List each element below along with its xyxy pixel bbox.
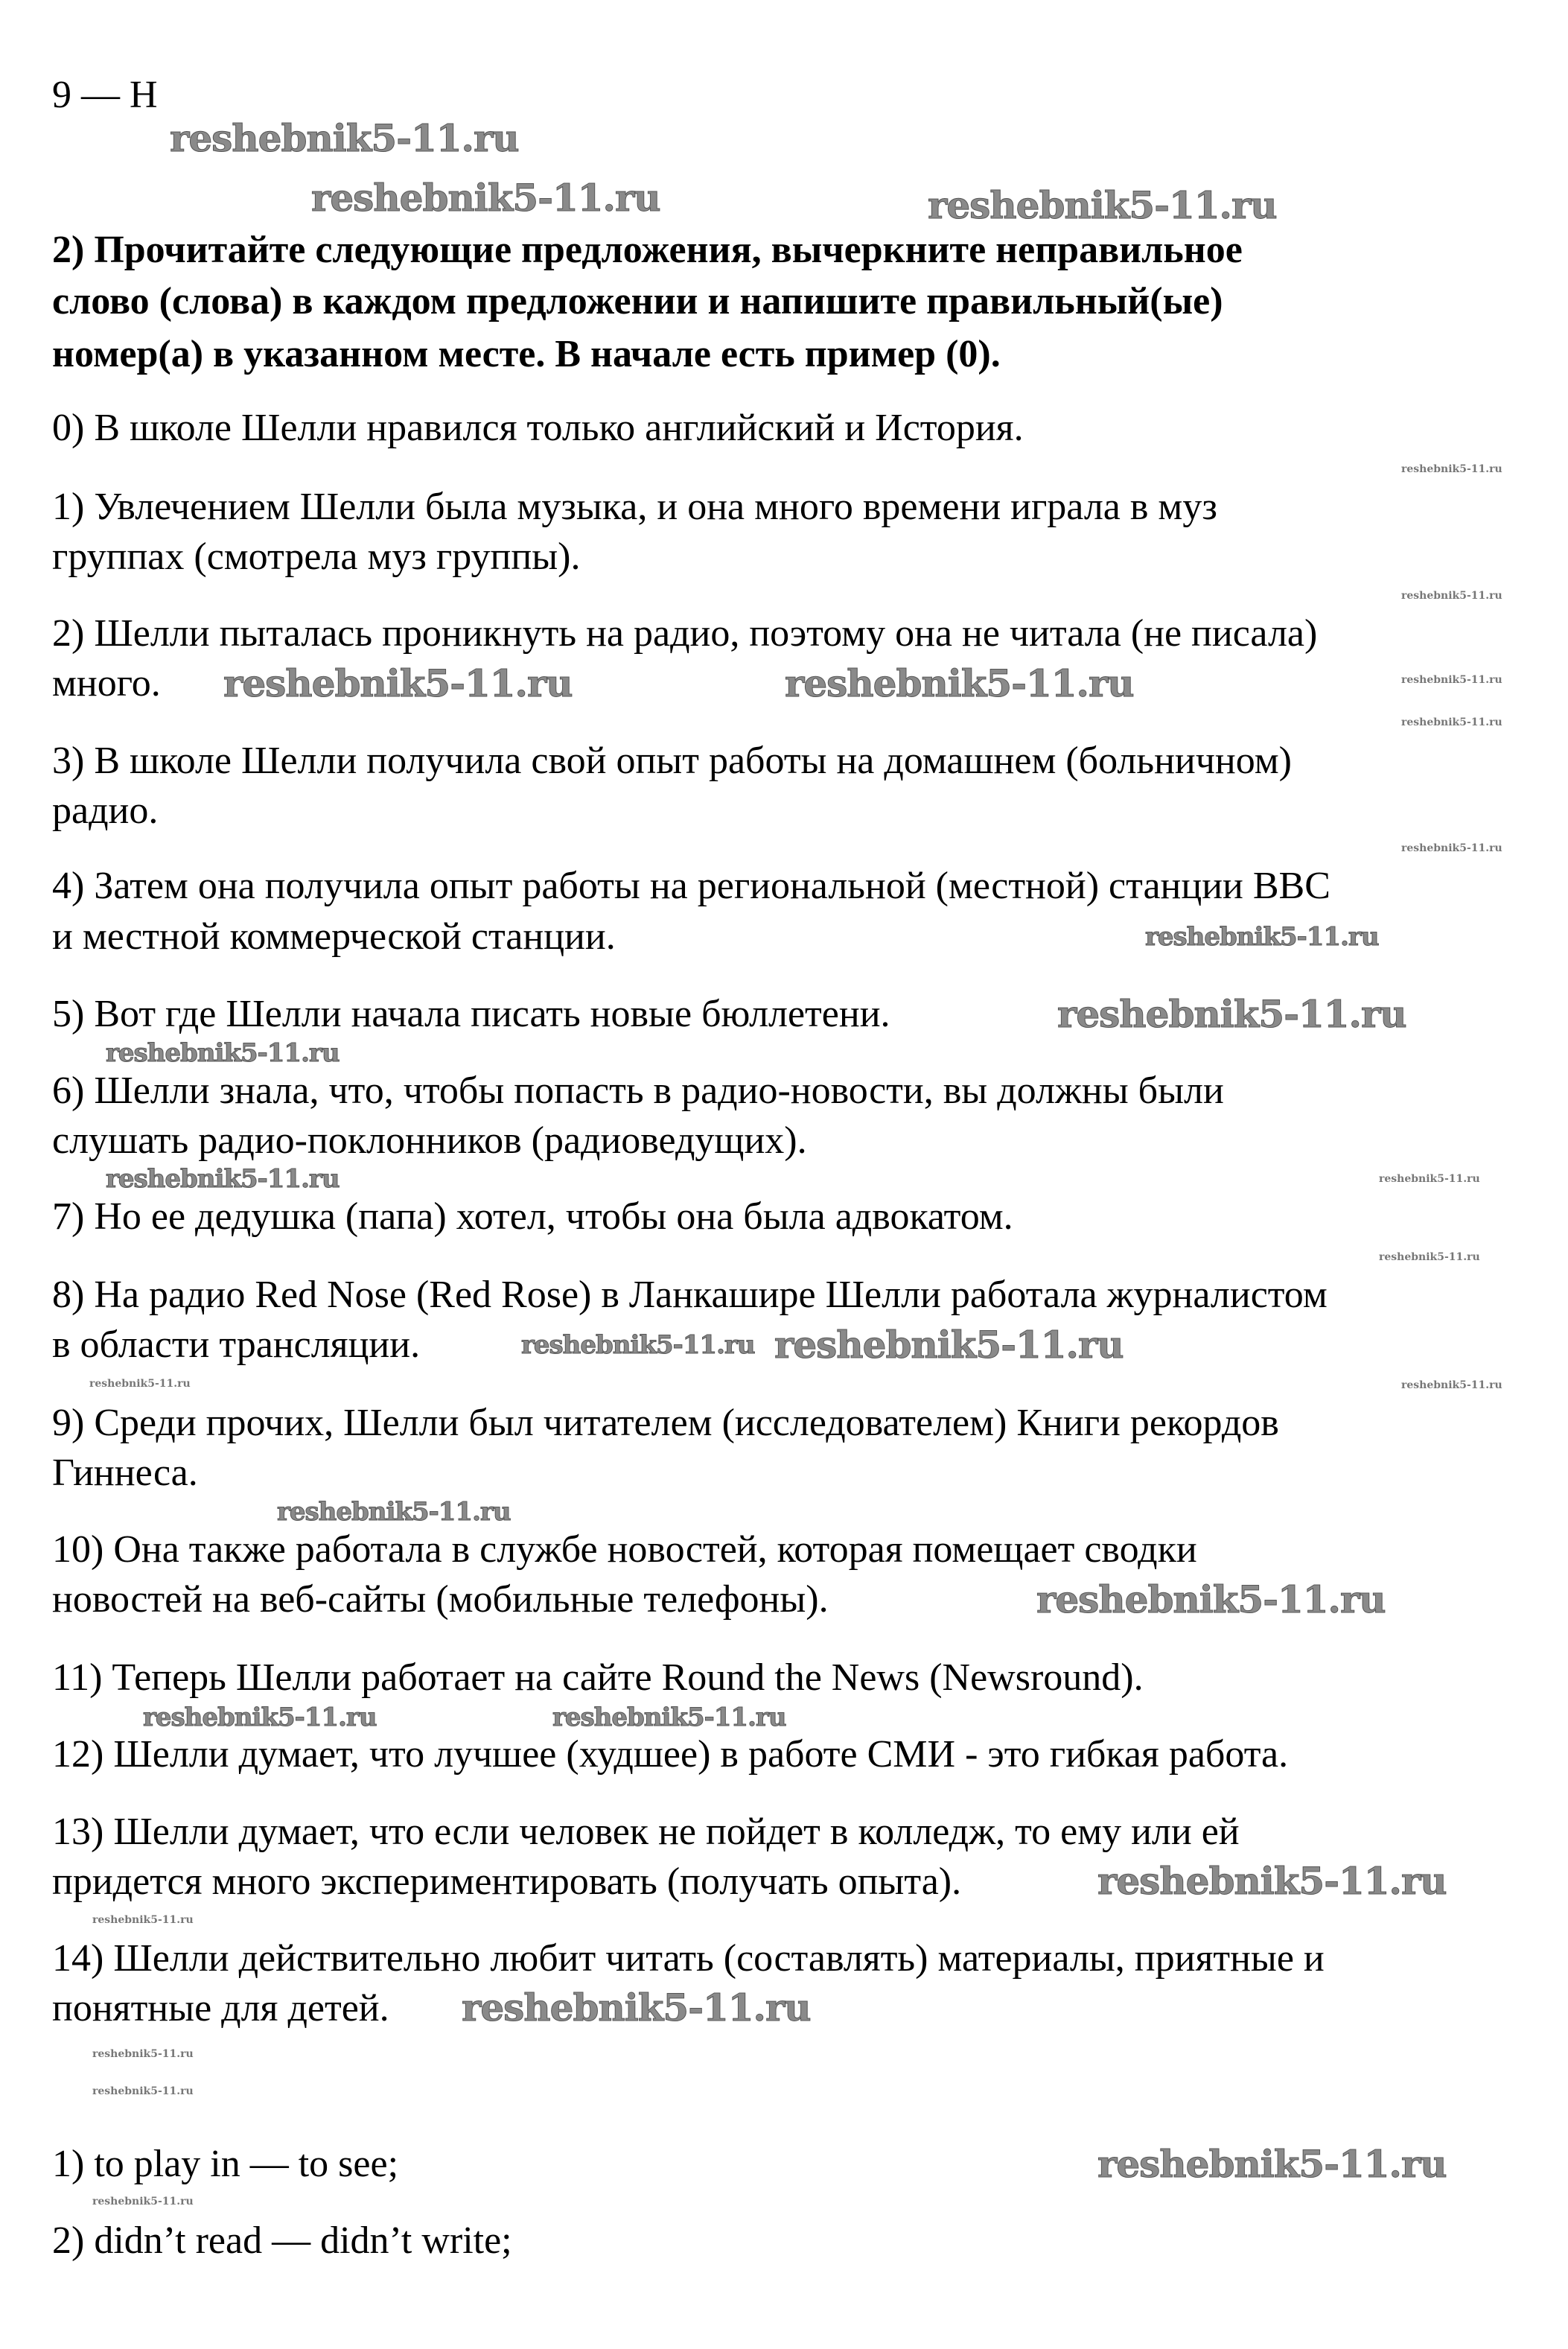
sentence-line: много.	[52, 662, 161, 705]
watermark: reshebnik5-11.ru	[1401, 1379, 1502, 1391]
sentence-line: понятные для детей.	[52, 1987, 389, 2029]
watermark: reshebnik5-11.ru	[462, 1986, 811, 2029]
sentence-line: новостей на веб-сайты (мобильные телефоны).	[52, 1578, 829, 1621]
sentence-line: 12) Шелли думает, что лучшее (худшее) в работе СМИ - это гибкая работа.	[52, 1733, 1289, 1776]
watermark: reshebnik5-11.ru	[785, 661, 1134, 705]
watermark: reshebnik5-11.ru	[1401, 842, 1502, 854]
watermark: reshebnik5-11.ru	[170, 116, 519, 160]
sentence-line: 9) Среди прочих, Шелли был читателем (исследователем) Книги рекордов	[52, 1402, 1279, 1444]
sentence-line: 1) Увлечением Шелли была музыка, и она много времени играла в муз	[52, 486, 1217, 528]
heading-line: 2) Прочитайте следующие предложения, вычеркните неправильное	[52, 229, 1243, 271]
answer-line: 1) to play in — to see;	[52, 2143, 399, 2185]
watermark: reshebnik5-11.ru	[1036, 1577, 1386, 1621]
sentence-line: 3) В школе Шелли получила свой опыт работы на домашнем (больничном)	[52, 740, 1292, 782]
watermark: reshebnik5-11.ru	[1145, 922, 1379, 952]
watermark: reshebnik5-11.ru	[92, 2085, 194, 2097]
sentence-line: в области трансляции.	[52, 1323, 421, 1366]
sentence-line: радио.	[52, 789, 159, 832]
page-header-label: 9 — H	[52, 74, 158, 116]
sentence-line: 6) Шелли знала, что, чтобы попасть в радио-новости, вы должны были	[52, 1069, 1224, 1112]
watermark: reshebnik5-11.ru	[1401, 716, 1502, 728]
watermark: reshebnik5-11.ru	[552, 1703, 786, 1732]
heading-line: слово (слова) в каждом предложении и напишите правильный(ые)	[52, 280, 1223, 322]
watermark: reshebnik5-11.ru	[277, 1497, 511, 1527]
sentence-line: 2) Шелли пыталась проникнуть на радио, поэтому она не читала (не писала)	[52, 612, 1318, 655]
watermark: reshebnik5-11.ru	[311, 176, 660, 220]
answer-line: 2) didn’t read — didn’t write;	[52, 2219, 512, 2262]
watermark: reshebnik5-11.ru	[1401, 590, 1502, 602]
watermark: reshebnik5-11.ru	[1057, 992, 1406, 1036]
watermark: reshebnik5-11.ru	[1379, 1251, 1480, 1263]
watermark: reshebnik5-11.ru	[1097, 1859, 1447, 1903]
watermark: reshebnik5-11.ru	[106, 1038, 340, 1068]
watermark: reshebnik5-11.ru	[92, 2196, 194, 2207]
sentence-line: 10) Она также работала в службе новостей, которая помещает сводки	[52, 1528, 1197, 1571]
sentence-line: слушать радио-поклонников (радиоведущих).	[52, 1119, 807, 1162]
heading-line: номер(а) в указанном месте. В начале есть пример (0).	[52, 333, 1001, 375]
sentence-line: 11) Теперь Шелли работает на сайте Round the News (Newsround).	[52, 1656, 1144, 1699]
watermark: reshebnik5-11.ru	[521, 1330, 755, 1360]
sentence-line: 0) В школе Шелли нравился только английский и История.	[52, 407, 1024, 449]
watermark: reshebnik5-11.ru	[1401, 674, 1502, 686]
sentence-line: и местной коммерческой станции.	[52, 915, 616, 958]
watermark: reshebnik5-11.ru	[92, 2048, 194, 2060]
watermark: reshebnik5-11.ru	[928, 183, 1277, 227]
watermark: reshebnik5-11.ru	[774, 1323, 1124, 1367]
sentence-line: группах (смотрела муз группы).	[52, 535, 581, 578]
watermark: reshebnik5-11.ru	[89, 1378, 191, 1390]
sentence-line: Гиннеса.	[52, 1452, 198, 1494]
watermark: reshebnik5-11.ru	[1401, 463, 1502, 475]
watermark: reshebnik5-11.ru	[106, 1164, 340, 1194]
watermark: reshebnik5-11.ru	[1097, 2142, 1447, 2186]
sentence-line: 8) На радио Red Nose (Red Rose) в Ланкашире Шелли работала журналистом	[52, 1274, 1328, 1316]
watermark: reshebnik5-11.ru	[92, 1914, 194, 1926]
sentence-line: 4) Затем она получила опыт работы на региональной (местной) станции BBC	[52, 865, 1330, 907]
watermark: reshebnik5-11.ru	[1379, 1173, 1480, 1185]
sentence-line: придется много экспериментировать (получать опыта).	[52, 1860, 962, 1903]
watermark: reshebnik5-11.ru	[223, 661, 573, 705]
sentence-line: 7) Но ее дедушка (папа) хотел, чтобы она была адвокатом.	[52, 1195, 1013, 1238]
sentence-line: 13) Шелли думает, что если человек не пойдет в колледж, то ему или ей	[52, 1811, 1240, 1853]
sentence-line: 5) Вот где Шелли начала писать новые бюллетени.	[52, 993, 890, 1035]
sentence-line: 14) Шелли действительно любит читать (составлять) материалы, приятные и	[52, 1937, 1325, 1980]
watermark: reshebnik5-11.ru	[143, 1703, 377, 1732]
